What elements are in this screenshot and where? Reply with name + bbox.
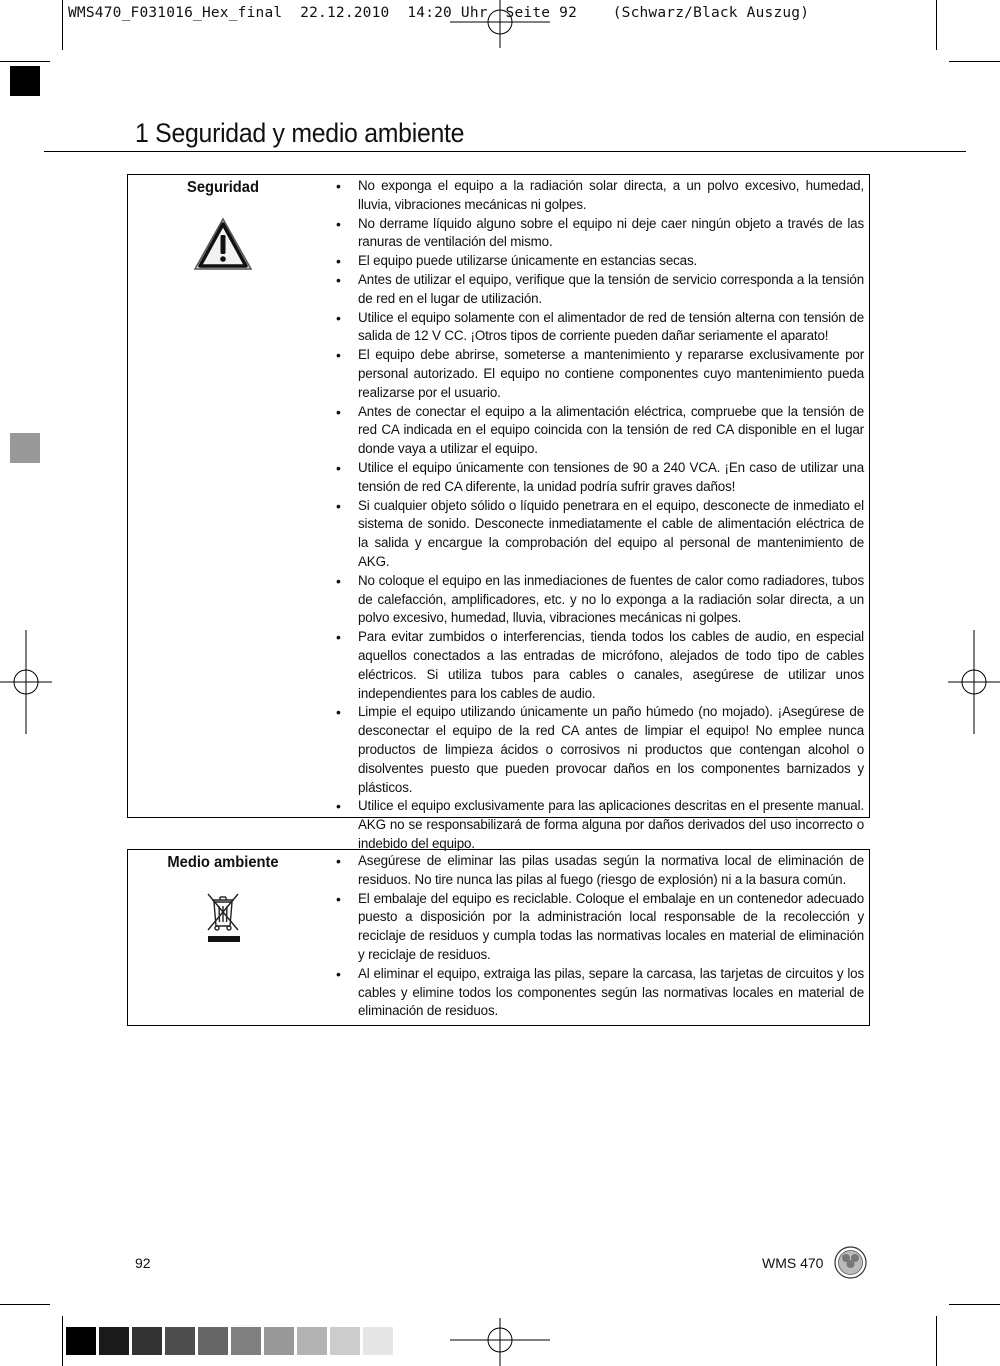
registration-mark [448, 1316, 552, 1366]
crop-mark [949, 1304, 1000, 1305]
crop-mark [62, 1316, 63, 1366]
environment-label: Medio ambiente [167, 854, 279, 871]
color-calibration-bar [66, 1327, 396, 1355]
crop-mark [949, 61, 1000, 62]
crop-mark [0, 1304, 50, 1305]
list-item: • Asegúrese de eliminar las pilas usadas según la normativa local de eliminación de residuos. No tire nunca las pilas al fuego (riesgo de explosión) ni a la basura común. [336, 852, 864, 890]
crop-mark [62, 0, 63, 50]
registration-mark [948, 630, 1000, 734]
page-title: 1 Seguridad y medio ambiente [135, 118, 465, 148]
registration-square [10, 66, 40, 96]
list-item: • No coloque el equipo en las inmediaciones de fuentes de calor como radiadores, tubos de calefacción, amplificadores, etc. y no lo exponga a la radiación solar directa, a un polvo excesivo, humedad, lluvia, vibraciones mecánicas ni golpes. [336, 572, 864, 628]
safety-list [336, 177, 864, 854]
color-swatch [132, 1327, 162, 1355]
list-item: • Antes de utilizar el equipo, verifique que la tensión de servicio corresponda a la tensión de red en el lugar de utilización. [336, 271, 864, 309]
list-item: • Limpie el equipo utilizando únicamente un paño húmedo (no mojado). ¡Asegúrese de desconectar el equipo de la red CA antes de limpiar el equipo! No emplee nunca productos de limpieza ácidos o corrosivos ni productos que contengan alcohol o disolventes puesto que pueden provocar daños en los componentes barnizados y plásticos. [336, 703, 864, 797]
color-swatch [66, 1327, 96, 1355]
registration-mark [0, 630, 52, 734]
color-swatch [363, 1327, 393, 1355]
crossed-out-bin-icon [206, 890, 242, 946]
crop-mark [936, 1316, 937, 1366]
warning-triangle-icon [193, 217, 253, 271]
color-swatch [330, 1327, 360, 1355]
list-item: • Utilice el equipo solamente con el alimentador de red de tensión alterna con tensión de salida de 12 V CC. ¡Otros tipos de corriente pueden dañar seriamente el aparato! [336, 309, 864, 347]
print-header: WMS470_F031016_Hex_final 22.12.2010 14:20 Uhr Seite 92 (Schwarz/Black Auszug) [68, 5, 810, 21]
list-item: • No exponga el equipo a la radiación solar directa, a un polvo excesivo, humedad, lluvia, vibraciones mecánicas ni golpes. [336, 177, 864, 215]
color-swatch [165, 1327, 195, 1355]
environment-list [336, 852, 864, 1021]
color-swatch [297, 1327, 327, 1355]
akg-logo-icon [834, 1246, 867, 1279]
list-item: • Utilice el equipo únicamente con tensiones de 90 a 240 VCA. ¡En caso de utilizar una tensión de red CA diferente, la unidad podría sufrir graves daños! [336, 459, 864, 497]
page-number: 92 [135, 1255, 151, 1271]
list-item: • El equipo puede utilizarse únicamente en estancias secas. [336, 252, 864, 271]
list-item: • Si cualquier objeto sólido o líquido penetrara en el equipo, desconecte de inmediato el sistema de sonido. Desconecte inmediatamente el cable de alimentación eléctrica de la salida y encargue la comprobación del equipo al personal de mantenimiento de AKG. [336, 497, 864, 572]
registration-square [10, 433, 40, 463]
color-swatch [99, 1327, 129, 1355]
crop-mark [0, 61, 50, 62]
environment-section [127, 849, 870, 1026]
list-item: • No derrame líquido alguno sobre el equipo ni deje caer ningún objeto a través de las ranuras de ventilación del mismo. [336, 215, 864, 253]
color-swatch [231, 1327, 261, 1355]
list-item: • El embalaje del equipo es reciclable. Coloque el embalaje en un contenedor adecuado puesto a disposición por la administración local responsable de la recolección y reciclaje de residuos y cumpla todas las normativas locales en material de eliminación y reciclaje de residuos. [336, 890, 864, 965]
crop-mark [936, 0, 937, 50]
list-item: • Para evitar zumbidos o interferencias, tienda todos los cables de audio, en especial aquellos conectados a las entradas de micrófono, alejados de todo tipo de cables eléctricos. Si utiliza tubos para cables o canales, asegúrese de utilizar unos independientes para los cables de audio. [336, 628, 864, 703]
registration-mark [448, 0, 552, 50]
list-item: • Utilice el equipo exclusivamente para las aplicaciones descritas en el presente manual. AKG no se responsabilizará de forma alguna por daños derivados del uso incorrecto o indebido del equipo. [336, 797, 864, 853]
list-item: • Al eliminar el equipo, extraiga las pilas, separe la carcasa, las tarjetas de circuitos y los cables y elimine todos los componentes según las normativas locales en material de eliminación de residuos. [336, 965, 864, 1021]
list-item: • Antes de conectar el equipo a la alimentación eléctrica, compruebe que la tensión de red CA indicada en el equipo coincida con la tensión de red CA disponible en el lugar donde vaya a utilizar el equipo. [336, 403, 864, 459]
model-name: WMS 470 [762, 1255, 824, 1271]
title-divider [44, 151, 966, 152]
color-swatch [264, 1327, 294, 1355]
safety-label: Seguridad [187, 179, 259, 196]
list-item: • El equipo debe abrirse, someterse a mantenimiento y repararse exclusivamente por personal autorizado. El equipo no contiene componentes cuyo mantenimiento pueda realizarse por el usuario. [336, 346, 864, 402]
color-swatch [198, 1327, 228, 1355]
safety-section [127, 174, 870, 851]
